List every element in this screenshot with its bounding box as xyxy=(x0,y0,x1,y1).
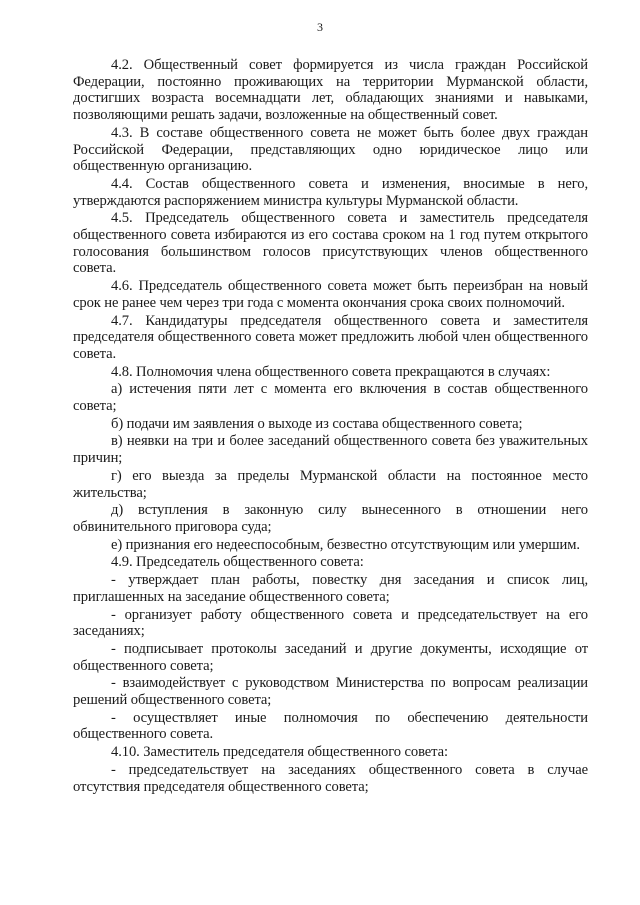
list-item-e: е) признания его недееспособным, безвестно отсутствующим или умершим. xyxy=(111,536,580,553)
paragraph-4-8: 4.8. Полномочия члена общественного совета прекращаются в случаях: xyxy=(111,363,551,380)
paragraph-4-2: 4.2. Общественный совет формируется из числа граждан Российской Федерации, постоянно проживающих на территории Мурманской области, достигших возраста восемнадцати лет, обладающих знаниями и навыками, позволяющими решать задачи, возложенные на общественный совет. xyxy=(73,57,588,124)
paragraph-4-9: 4.9. Председатель общественного совета: xyxy=(111,554,364,571)
list-item-a: а) истечения пяти лет с момента его включения в состав общественного совета; xyxy=(73,381,588,415)
paragraph-4-5: 4.5. Председатель общественного совета и заместитель председателя общественного совета избираются из его состава сроком на 1 год путем открытого голосования большинством голосов присутствующих членов общественного совета. xyxy=(73,210,588,277)
list-item-b: б) подачи им заявления о выходе из состава общественного совета; xyxy=(111,415,523,432)
list-item-v: в) неявки на три и более заседаний общественного совета без уважительных причин; xyxy=(73,433,588,467)
document-body xyxy=(73,57,588,795)
paragraph-4-3: 4.3. В составе общественного совета не может быть более двух граждан Российской Федерации, представляющих одно юридическое лицо или общественную организацию. xyxy=(73,124,588,175)
chair-duty-3: - подписывает протоколы заседаний и другие документы, исходящие от общественного совета; xyxy=(73,640,588,674)
chair-duty-5: - осуществляет иные полномочия по обеспечению деятельности общественного совета. xyxy=(73,709,588,743)
page-number: 3 xyxy=(317,20,323,34)
list-item-g: г) его выезда за пределы Мурманской области на постоянное место жительства; xyxy=(73,467,588,501)
chair-duty-2: - организует работу общественного совета и председательствует на его заседаниях; xyxy=(73,606,588,640)
chair-duty-4: - взаимодействует с руководством Министерства по вопросам реализации решений общественного совета; xyxy=(73,675,588,709)
paragraph-4-10: 4.10. Заместитель председателя общественного совета: xyxy=(111,744,448,761)
paragraph-4-7: 4.7. Кандидатуры председателя общественного совета и заместителя председателя общественного совета может предложить любой член общественного совета. xyxy=(73,312,588,362)
paragraph-4-6: 4.6. Председатель общественного совета может быть переизбран на новый срок не ранее чем через три года с момента окончания срока своих полномочий. xyxy=(73,278,588,311)
list-item-d: д) вступления в законную силу вынесенного в отношении него обвинительного приговора суда; xyxy=(73,502,588,535)
deputy-duty-1: - председательствует на заседаниях общественного совета в случае отсутствия председателя общественного совета; xyxy=(73,761,588,795)
paragraph-4-4: 4.4. Состав общественного совета и изменения, вносимые в него, утверждаются распоряжением министра культуры Мурманской области. xyxy=(73,175,588,209)
chair-duty-1: - утверждает план работы, повестку дня заседания и список лиц, приглашенных на заседание общественного совета; xyxy=(73,572,588,605)
